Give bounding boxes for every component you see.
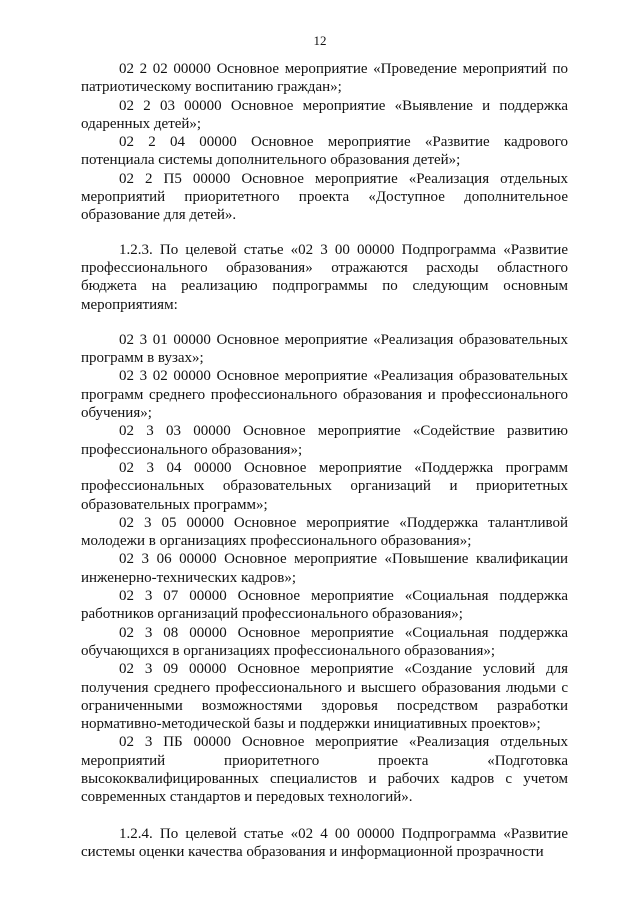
- paragraph: 02 3 04 00000 Основное мероприятие «Поддержка программ профессиональных образовательных организаций и приоритетных образовательных программ»;: [81, 459, 568, 513]
- paragraph: 02 3 07 00000 Основное мероприятие «Социальная поддержка работников организаций профессионального образования»;: [81, 588, 568, 623]
- paragraph: 02 2 03 00000 Основное мероприятие «Выявление и поддержка одаренных детей»;: [81, 97, 568, 132]
- paragraph: 02 3 05 00000 Основное мероприятие «Поддержка талантливой молодежи в организациях профессионального образования»;: [81, 514, 568, 550]
- paragraph: 02 2 02 00000 Основное мероприятие «Проведение мероприятий по патриотическому воспитанию граждан»;: [81, 61, 568, 96]
- document-body: [81, 60, 568, 861]
- paragraph: 02 2 04 00000 Основное мероприятие «Развитие кадрового потенциала системы дополнительного образования детей»;: [81, 134, 568, 169]
- paragraph: 02 2 П5 00000 Основное мероприятие «Реализация отдельных мероприятий приоритетного проекта «Доступное дополнительное образование для детей».: [81, 170, 568, 224]
- paragraph: 02 3 06 00000 Основное мероприятие «Повышение квалификации инженерно-технических кадров»;: [81, 551, 568, 586]
- paragraph: 02 3 03 00000 Основное мероприятие «Содействие развитию профессионального образования»;: [81, 423, 568, 458]
- section-paragraph: 1.2.4. По целевой статье «02 4 00 00000 Подпрограмма «Развитие системы оценки качества образования и информационной прозрачности: [81, 825, 568, 860]
- paragraph: 02 3 01 00000 Основное мероприятие «Реализация образовательных программ в вузах»;: [81, 331, 568, 367]
- page-number: 12: [313, 33, 327, 48]
- paragraph: 02 3 08 00000 Основное мероприятие «Социальная поддержка обучающихся в организациях профессионального образования»;: [81, 624, 568, 659]
- section-paragraph: 1.2.3. По целевой статье «02 3 00 00000 Подпрограмма «Развитие профессионального образования» отражаются расходы областного бюджета на реализацию подпрограммы по следующим основным мероприятиям:: [81, 241, 568, 313]
- paragraph: 02 3 09 00000 Основное мероприятие «Создание условий для получения среднего профессионального и высшего образования людьми с ограниченными возможностями здоровья посредством разработки нормативно-методической базы и поддержки инициативных проектов»;: [81, 661, 568, 733]
- paragraph: 02 3 02 00000 Основное мероприятие «Реализация образовательных программ среднего профессионального образования и профессионального обучения»;: [81, 368, 568, 422]
- paragraph: 02 3 ПБ 00000 Основное мероприятие «Реализация отдельных мероприятий приоритетного проекта «Подготовка высококвалифицированных специалистов и рабочих кадров с учетом современных стандартов и передовых технологий».: [81, 734, 568, 806]
